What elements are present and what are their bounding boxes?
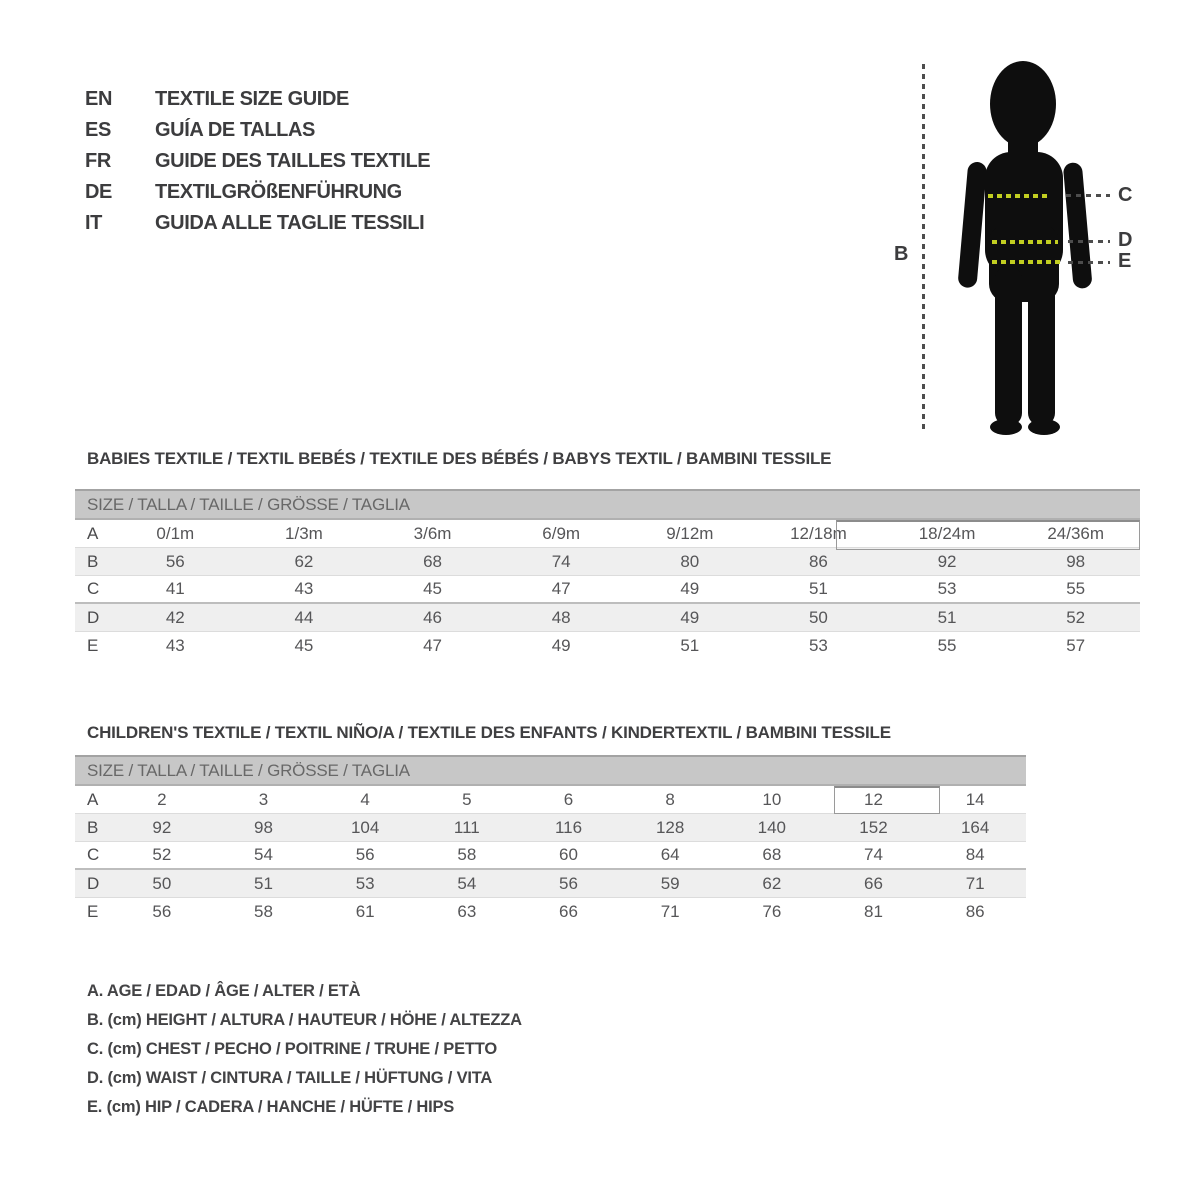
size-value-cell: 49 (551, 636, 571, 655)
waist-pointer-line (1068, 240, 1110, 243)
size-value-cell: 5 (462, 789, 472, 809)
size-table-row-E (75, 632, 1140, 660)
size-value-cell: 49 (680, 579, 700, 598)
size-table-row-C (75, 842, 1026, 870)
lang-title: GUIDA ALLE TAGLIE TESSILI (155, 212, 425, 234)
size-value-cell: 81 (864, 902, 883, 921)
size-value-cell: 12 (864, 789, 883, 809)
size-value-cell: 71 (660, 902, 680, 921)
size-value-cell: 55 (1066, 579, 1086, 598)
size-value-cell: 55 (937, 636, 957, 655)
row-label: C (87, 845, 100, 864)
size-value-cell: 54 (457, 873, 477, 893)
child-silhouette-image (955, 56, 1095, 438)
lang-title: GUIDE DES TAILLES TEXTILE (155, 150, 431, 172)
size-value-cell: 0/1m (156, 523, 195, 543)
size-value-cell: 49 (680, 607, 700, 627)
size-value-cell: 68 (762, 845, 782, 864)
size-value-cell: 66 (864, 873, 883, 893)
figure-label-height: B (894, 243, 909, 265)
size-table-row-E (75, 898, 1026, 926)
size-value-cell: 51 (680, 636, 700, 655)
lang-row-es (85, 115, 430, 146)
size-value-cell: 18/24m (918, 523, 976, 543)
size-value-cell: 84 (965, 845, 985, 864)
size-value-cell: 58 (457, 845, 477, 864)
chest-measure-line (988, 194, 1050, 198)
lang-title: GUÍA DE TALLAS (155, 119, 315, 141)
size-value-cell: 62 (762, 873, 782, 893)
height-guide-line-b (922, 64, 925, 430)
chest-pointer-line (1066, 194, 1110, 197)
size-value-cell: 60 (559, 845, 578, 864)
legend-line-waist: D. (cm) WAIST / CINTURA / TAILLE / HÜFTUNG / VITA (87, 1069, 493, 1087)
lang-code: ES (85, 119, 111, 141)
size-value-cell: 47 (423, 636, 443, 655)
lang-row-fr (85, 146, 430, 177)
size-table-header: SIZE / TALLA / TAILLE / GRÖSSE / TAGLIA (75, 491, 1140, 520)
row-label: C (87, 579, 100, 598)
children-section-heading: CHILDREN'S TEXTILE / TEXTIL NIÑO/A / TEXTILE DES ENFANTS / KINDERTEXTIL / BAMBINI TESSILE (87, 723, 891, 742)
size-value-cell: 10 (762, 789, 782, 809)
size-value-cell: 76 (762, 902, 782, 921)
size-value-cell: 86 (965, 902, 985, 921)
size-value-cell: 56 (559, 873, 578, 893)
size-value-cell: 53 (808, 636, 828, 655)
size-value-cell: 50 (152, 873, 172, 893)
size-value-cell: 74 (864, 845, 883, 864)
lang-code: IT (85, 212, 102, 234)
size-value-cell: 51 (937, 607, 957, 627)
lang-title: TEXTILGRÖßENFÜHRUNG (155, 181, 402, 203)
lang-code: DE (85, 181, 112, 203)
babies-size-table (75, 489, 1140, 660)
size-value-cell: 3/6m (413, 523, 452, 543)
size-value-cell: 56 (152, 902, 172, 921)
size-value-cell: 44 (294, 607, 314, 627)
size-value-cell: 3 (258, 789, 269, 809)
row-label: B (87, 551, 99, 571)
children-size-table (75, 755, 1026, 926)
language-title-block (85, 84, 430, 239)
size-value-cell: 4 (360, 789, 370, 809)
size-table-row-D (75, 870, 1026, 898)
size-value-cell: 2 (157, 789, 167, 809)
size-value-cell: 71 (965, 873, 985, 893)
size-value-cell: 56 (165, 551, 185, 571)
size-value-cell: 61 (355, 902, 375, 921)
figure-label-waist: D (1118, 229, 1133, 251)
size-value-cell: 45 (423, 579, 443, 598)
size-value-cell: 1/3m (285, 523, 323, 543)
legend-line-height: B. (cm) HEIGHT / ALTURA / HAUTEUR / HÖHE / ALTEZZA (87, 1011, 522, 1029)
size-value-cell: 43 (294, 579, 314, 598)
size-value-cell: 68 (423, 551, 443, 571)
size-table-row-D (75, 604, 1140, 632)
size-value-cell: 52 (1066, 607, 1086, 627)
size-value-cell: 66 (559, 902, 578, 921)
size-value-cell: 42 (165, 607, 185, 627)
babies-section-heading: BABIES TEXTILE / TEXTIL BEBÉS / TEXTILE DES BÉBÉS / BABYS TEXTIL / BAMBINI TESSILE (87, 449, 832, 468)
lang-row-it (85, 208, 430, 239)
size-value-cell: 98 (254, 817, 273, 837)
size-value-cell: 46 (423, 607, 443, 627)
legend-line-age: A. AGE / EDAD / ÂGE / ALTER / ETÀ (87, 982, 361, 1000)
size-value-cell: 9/12m (666, 523, 714, 543)
size-value-cell: 12/18m (790, 523, 847, 543)
size-value-cell: 74 (551, 551, 571, 571)
lang-row-de (85, 177, 430, 208)
hip-measure-line (992, 260, 1060, 264)
legend-line-chest: C. (cm) CHEST / PECHO / POITRINE / TRUHE / PETTO (87, 1040, 497, 1058)
legend-line-hip: E. (cm) HIP / CADERA / HANCHE / HÜFTE / HIPS (87, 1098, 455, 1116)
figure-label-hip: E (1118, 250, 1132, 272)
size-value-cell: 6 (563, 789, 574, 809)
size-value-cell: 92 (152, 817, 172, 837)
size-table-row-C (75, 576, 1140, 604)
lang-code: EN (85, 88, 112, 110)
size-value-cell: 116 (554, 817, 583, 837)
size-value-cell: 54 (254, 845, 273, 864)
babies-selected-size-box (836, 520, 1140, 550)
size-value-cell: 45 (294, 636, 314, 655)
size-table-header: SIZE / TALLA / TAILLE / GRÖSSE / TAGLIA (75, 757, 1026, 786)
size-value-cell: 47 (551, 579, 571, 598)
size-value-cell: 48 (551, 607, 571, 627)
row-label: D (87, 873, 100, 893)
size-value-cell: 53 (355, 873, 375, 893)
size-value-cell: 104 (350, 817, 380, 837)
hip-pointer-line (1068, 261, 1110, 264)
size-value-cell: 41 (165, 579, 185, 598)
waist-measure-line (992, 240, 1058, 244)
size-value-cell: 128 (655, 817, 685, 837)
size-value-cell: 62 (294, 551, 314, 571)
size-value-cell: 24/36m (1047, 523, 1105, 543)
size-value-cell: 92 (937, 551, 957, 571)
size-value-cell: 57 (1066, 636, 1086, 655)
size-table-row-B (75, 814, 1026, 842)
row-label: E (87, 636, 99, 655)
row-label: D (87, 607, 100, 627)
children-selected-size-box (834, 786, 940, 814)
row-label: E (87, 902, 99, 921)
size-value-cell: 51 (254, 873, 273, 893)
size-value-cell: 59 (660, 873, 680, 893)
size-value-cell: 111 (453, 817, 480, 837)
measurement-legend (87, 977, 522, 1122)
size-value-cell: 64 (660, 845, 680, 864)
figure-label-chest: C (1118, 184, 1133, 206)
size-value-cell: 50 (808, 607, 828, 627)
size-table-row-B (75, 548, 1140, 576)
size-value-cell: 152 (859, 817, 888, 837)
size-value-cell: 58 (254, 902, 273, 921)
size-value-cell: 53 (937, 579, 957, 598)
row-label: A (87, 523, 99, 543)
row-label: A (87, 789, 99, 809)
row-label: B (87, 817, 99, 837)
size-value-cell: 6/9m (542, 523, 581, 543)
size-value-cell: 98 (1066, 551, 1086, 571)
lang-code: FR (85, 150, 111, 172)
size-value-cell: 14 (965, 789, 985, 809)
size-value-cell: 80 (680, 551, 700, 571)
size-value-cell: 63 (457, 902, 477, 921)
size-value-cell: 164 (960, 817, 990, 837)
lang-title: TEXTILE SIZE GUIDE (155, 88, 349, 110)
size-value-cell: 56 (355, 845, 375, 864)
size-value-cell: 140 (757, 817, 786, 837)
size-value-cell: 86 (808, 551, 828, 571)
size-value-cell: 52 (152, 845, 172, 864)
size-value-cell: 8 (665, 789, 675, 809)
lang-row-en (85, 84, 430, 115)
size-value-cell: 43 (165, 636, 185, 655)
size-value-cell: 51 (808, 579, 828, 598)
